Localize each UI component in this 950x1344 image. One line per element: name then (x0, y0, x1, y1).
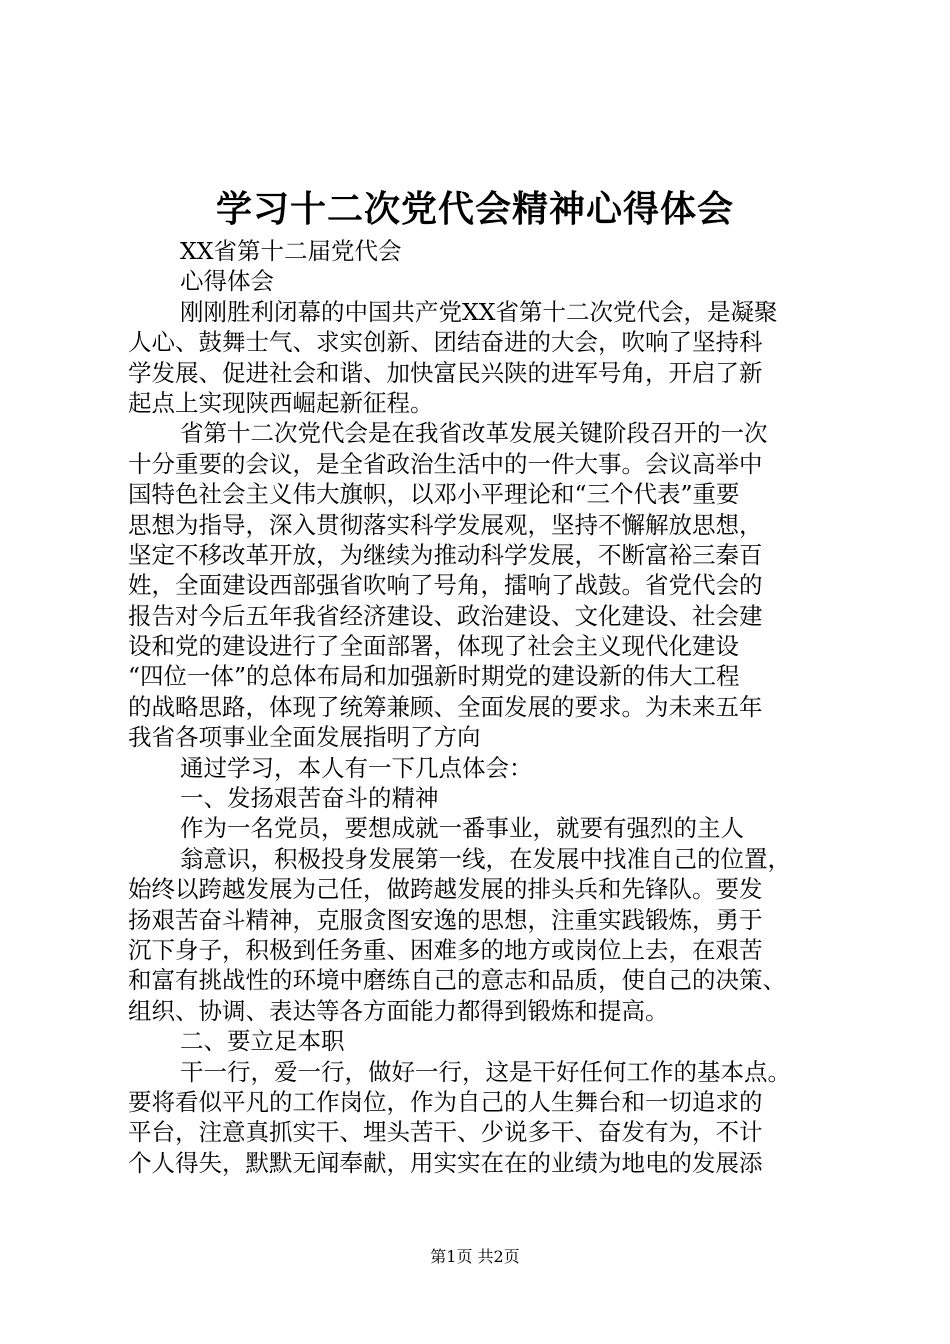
text-line: 一、发扬艰苦奋斗的精神 (180, 784, 439, 813)
text-line: 设和党的建设进行了全面部署，体现了社会主义现代化建设 (128, 632, 739, 661)
document-title: 学习十二次党代会精神心得体会 (215, 188, 734, 230)
text-line: 翁意识，积极投身发展第一线，在发展中找准自己的位置， (180, 844, 791, 873)
text-line: 的战略思路，体现了统筹兼顾、全面发展的要求。为未来五年 (128, 692, 763, 721)
text-line: 起点上实现陕西崛起新征程。 (128, 388, 434, 417)
text-line: 心得体会 (180, 267, 274, 296)
text-line: 平台，注意真抓实干、埋头苦干、少说多干、奋发有为，不计 (128, 1118, 763, 1147)
text-line: 通过学习，本人有一下几点体会： (180, 753, 533, 782)
text-line: 学发展、促进社会和谐、加快富民兴陕的进军号角，开启了新 (128, 358, 763, 387)
text-line: 组织、协调、表达等各方面能力都得到锻炼和提高。 (128, 996, 669, 1025)
text-line: 思想为指导，深入贯彻落实科学发展观，坚持不懈解放思想， (128, 510, 763, 539)
text-line: 十分重要的会议，是全省政治生活中的一件大事。会议高举中 (128, 449, 763, 478)
text-line: 报告对今后五年我省经济建设、政治建设、文化建设、社会建 (128, 601, 763, 630)
text-line: 扬艰苦奋斗精神，克服贪图安逸的思想，注重实践锻炼，勇于 (128, 905, 763, 934)
text-line: 要将看似平凡的工作岗位，作为自己的人生舞台和一切追求的 (128, 1087, 763, 1116)
text-line: “四位一体”的总体布局和加强新时期党的建设新的伟大工程 (128, 662, 740, 691)
text-line: 坚定不移改革开放，为继续为推动科学发展，不断富裕三秦百 (128, 540, 763, 569)
text-line: 刚刚胜利闭幕的中国共产党XX省第十二次党代会，是凝聚 (180, 297, 778, 326)
text-line: 我省各项事业全面发展指明了方向 (128, 723, 481, 752)
text-line: 个人得失，默默无闻奉献，用实实在在的业绩为地电的发展添 (128, 1148, 763, 1177)
text-line: 作为一名党员，要想成就一番事业，就要有强烈的主人 (180, 814, 744, 843)
document-body (128, 236, 848, 1178)
text-line: 和富有挑战性的环境中磨练自己的意志和品质，使自己的决策、 (128, 966, 786, 995)
page-footer: 第1页 共2页 (430, 1247, 520, 1266)
text-line: 姓，全面建设西部强省吹响了号角，擂响了战鼓。省党代会的 (128, 571, 763, 600)
text-line: XX省第十二届党代会 (180, 237, 402, 265)
text-line: 沉下身子，积极到任务重、困难多的地方或岗位上去，在艰苦 (128, 935, 763, 964)
text-line: 人心、鼓舞士气、求实创新、团结奋进的大会，吹响了坚持科 (128, 328, 763, 357)
text-line: 干一行，爱一行，做好一行，这是干好任何工作的基本点。 (180, 1057, 791, 1086)
text-line: 省第十二次党代会是在我省改革发展关键阶段召开的一次 (180, 419, 768, 448)
text-line: 二、要立足本职 (180, 1027, 345, 1056)
text-line: 国特色社会主义伟大旗帜，以邓小平理论和“三个代表”重要 (128, 480, 740, 509)
text-line: 始终以跨越发展为己任，做跨越发展的排头兵和先锋队。要发 (128, 875, 763, 904)
